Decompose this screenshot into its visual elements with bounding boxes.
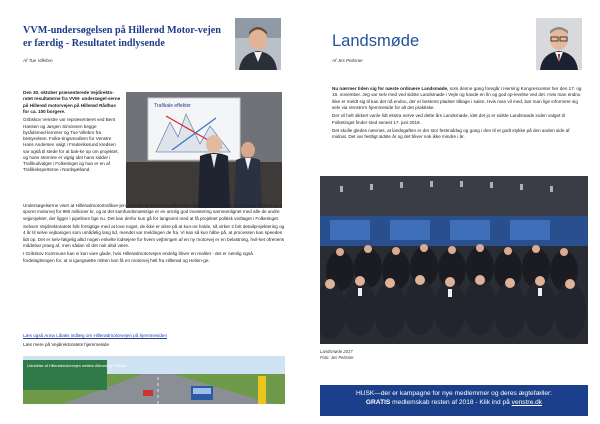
right-paragraph-2: Der vil helt sikkert vanle lidt ekstra nerve ved dette års Landsmøde, idet det jo er sidste Landsmøde inden valget til Folketinget finder sted senest 17. juni 2019. <box>332 113 565 125</box>
left-paragraph-3: Selvom Vejdirektoratets folk forsigtige med at love noget, de ikke er sikre på at kun-ne holde, så virker 2 brit detailprojektering og 4 år til selve vejbanigen som umådelig lang tid, mendet var meldingen de fra. Vi kan så kun håbe på, at processen kan speedes lidt op. Det er selv-følgelig altid nogen enkelte lodsejere for hvem vejbringen af en ny motorvej er en belastning, hvil-ket ofrenens mådebar praeg af, men sådan vil det nok altid være. <box>23 224 285 248</box>
left-paragraph-4: I Gribskov Kommune kan vi kun vare glade, hvis Hillerødmotorvejen endelig bliver en realitet - det er nemlig også fordelagtningen for, at vi igangsætte mitten kan få en motorvej helt fra Hillerød og Helsin-ge. <box>23 251 253 263</box>
right-article <box>300 0 600 424</box>
left-headline: VVM-undersøgelsen på Hillerød Motor-vejen er færdig - Resultatet indlysende <box>23 25 221 49</box>
author-portrait-tue <box>235 18 281 70</box>
right-byline: Af Jes Peitsner <box>332 58 363 63</box>
banner-gratis: GRATIS <box>365 399 391 406</box>
right-paragraph-3: Det skulle gledes nævnes, at landsgaften er der stor festmiddag og gang i den til et godt stykke på den anden side af midnat. Det var festligt sidste år og det bliver nok ikke mindre i år. <box>332 128 570 140</box>
banner-line-2-text: medlemskab resten af 2018 - Klik ind på <box>390 399 512 406</box>
sign-text: Udvidelse af Hillerødmotorvejen mellem Allerød og Hillerød <box>27 364 127 368</box>
right-body <box>332 86 584 143</box>
right-paragraph-1 <box>332 86 584 111</box>
right-paragraph-1-rest: som denne gang foregår i Herning Kongrescenter her den 17. og 18. november. Jeg var selv med ved sidste Landsmøde i Vejle og havde en fin og god op-levelse ved det. Hvis man endnu ikke er meldt sig til kan det nå endnu, der er bestemt pladser tilbage i salen. Hvis man vil med, bør man lige informere sig selv via Venstre's hjemmeside for alt det praktiske. <box>332 86 582 110</box>
left-paragraph-1: Gribskov Venstre var repræsenteret ved Bent Hansen og Jørgen Simonsen begge byrådsmed-lemmer og Tue Villebro fra bestyrelsen. Folke-tingsmedlem for Venstre Hans Andersen valgt i Frederikssund kredsen var også til stede for at bak-ke op om projektet, og hans stemme er vigtig idet hans sidder i Trafikudvalget i Folketinget og han er en af Trafikeksperterne i Nordsjælland. <box>23 117 119 173</box>
slide-title: Trafikale effekter <box>154 103 191 109</box>
landsmoede-title: Landsmøde <box>332 32 420 50</box>
left-body-column-bottom <box>23 203 285 266</box>
read-more-vejdirektoratet: Læs mere på Vejdirektoratets hjemmeside <box>23 342 110 347</box>
banner-line-2 <box>320 398 588 407</box>
left-body-column-top <box>23 90 121 176</box>
photo-caption-line-1: Landsmøde 2017 <box>320 349 353 354</box>
right-lead: Nu nærmer tiden sig for næste ordinære Landsmøde, <box>332 86 449 91</box>
motorway-photo <box>23 356 285 404</box>
photo-caption-line-2: Foto: Jes Peitsner <box>320 355 354 360</box>
left-lead-paragraph: Den 30. oktober præsenterede Vejdirekto-ratet resultaterne fra VVM- undersøgel-serne på Hillerød motorvejen på Hillerød Rådhus for ca. 100 borgere. <box>23 90 121 114</box>
left-byline: Af Tue Villebro <box>23 58 53 63</box>
membership-campaign-banner <box>320 385 588 416</box>
presentation-photo <box>126 92 282 208</box>
read-more-anna-link[interactable]: Læs også Anna Libaks indlæg om Hillerødmotorvejen på hjemmesiden <box>23 333 168 338</box>
banner-line-1: HUSK—der er kampagne for nye medlemmer og deres ægtefæller: <box>355 390 553 397</box>
author-portrait-jes <box>536 18 582 70</box>
landsmoede-crowd-photo <box>320 176 588 344</box>
venstre-dk-link[interactable]: venstre.dk <box>511 399 543 406</box>
left-paragraph-2: Undersøgelserne viser at Hillerødmotortrafikve-jen, som en af de mest trafikerede vejstrækninger i hele landet, kan blive til en 4 sporet motorvej for 980 millioner kr. og at det samfundsmæssige er en utrolig god investering sammenlignet med alle de andre vejprojekter, der ligger i pipelinen lige nu. Det kan derfor kun gå for langsomt med at få projektet politisk vedtaget i Folketinget. <box>23 203 282 221</box>
